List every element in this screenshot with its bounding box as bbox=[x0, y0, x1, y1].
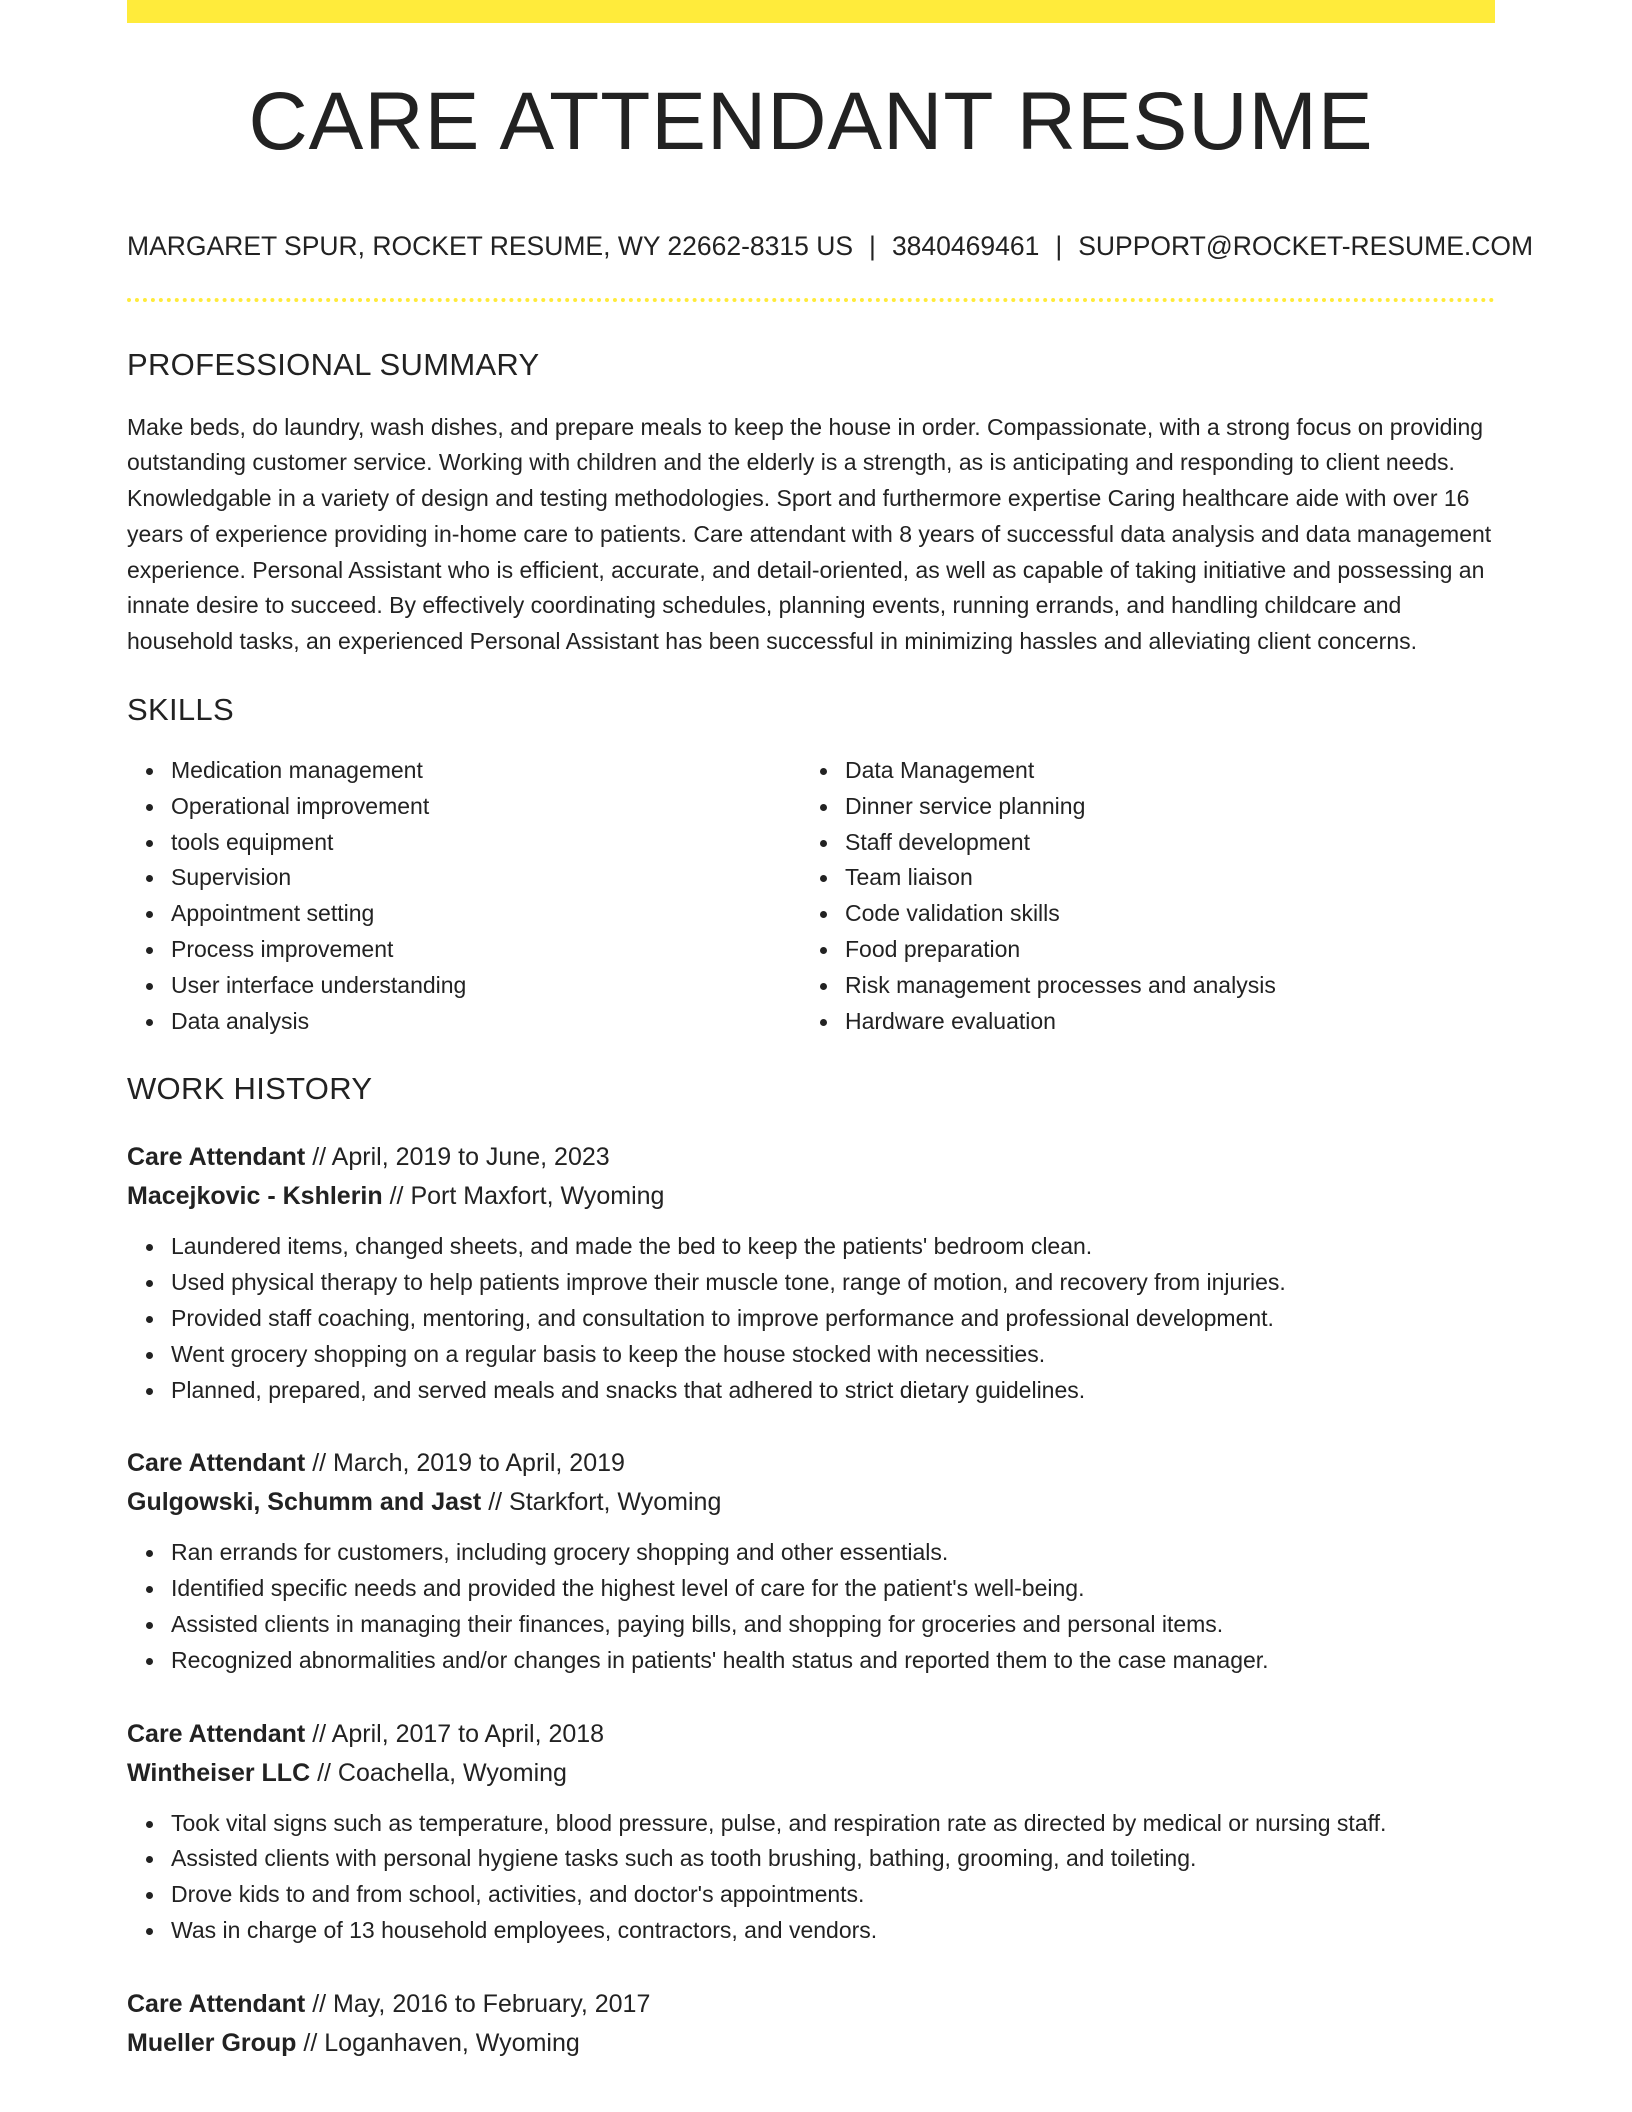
job-title-line bbox=[127, 1985, 1495, 2024]
job-bullet: Was in charge of 13 household employees, contractors, and vendors. bbox=[171, 1913, 1495, 1949]
skills-list-left bbox=[127, 753, 801, 1039]
job-company: Mueller Group bbox=[127, 2028, 297, 2057]
skills-heading: SKILLS bbox=[127, 692, 234, 728]
dotted-divider bbox=[127, 298, 1495, 302]
skill-item: Staff development bbox=[845, 825, 1475, 861]
job-bullet: Ran errands for customers, including grocery shopping and other essentials. bbox=[171, 1535, 1495, 1571]
job-entry bbox=[127, 1444, 1495, 1678]
job-title: Care Attendant bbox=[127, 1449, 306, 1478]
accent-top-bar bbox=[127, 0, 1495, 23]
job-bullet: Used physical therapy to help patients improve their muscle tone, range of motion, and recovery from injuries. bbox=[171, 1265, 1495, 1301]
job-title: Care Attendant bbox=[127, 1989, 306, 2018]
job-title-line bbox=[127, 1138, 1495, 1177]
job-bullet: Took vital signs such as temperature, blood pressure, pulse, and respiration rate as directed by medical or nursing staff. bbox=[171, 1806, 1495, 1842]
job-bullet: Identified specific needs and provided the highest level of care for the patient's well-being. bbox=[171, 1571, 1495, 1607]
resume-page bbox=[127, 0, 1534, 2063]
skill-item: Process improvement bbox=[171, 932, 801, 968]
skill-item: Dinner service planning bbox=[845, 789, 1475, 825]
resume-title: CARE ATTENDANT RESUME bbox=[248, 76, 1374, 167]
job-bullet: Laundered items, changed sheets, and made the bed to keep the patients' bedroom clean. bbox=[171, 1229, 1495, 1265]
job-dates: // April, 2017 to April, 2018 bbox=[312, 1719, 605, 1748]
skill-item: Data analysis bbox=[171, 1004, 801, 1040]
job-location: // Coachella, Wyoming bbox=[317, 1758, 567, 1787]
contact-phone: 3840469461 bbox=[891, 231, 1040, 261]
job-company: Wintheiser LLC bbox=[127, 1758, 311, 1787]
job-dates: // March, 2019 to April, 2019 bbox=[312, 1449, 625, 1478]
skill-item: Code validation skills bbox=[845, 896, 1475, 932]
skills-list-right bbox=[801, 753, 1475, 1039]
job-title: Care Attendant bbox=[127, 1143, 306, 1172]
job-bullet: Recognized abnormalities and/or changes in patients' health status and reported them to the case manager. bbox=[171, 1643, 1495, 1679]
job-bullet: Assisted clients with personal hygiene tasks such as tooth brushing, bathing, grooming, and toileting. bbox=[171, 1841, 1495, 1877]
work-history-heading: WORK HISTORY bbox=[127, 1071, 373, 1107]
job-entry bbox=[127, 1715, 1495, 1949]
summary-heading: PROFESSIONAL SUMMARY bbox=[127, 346, 540, 382]
job-title-line bbox=[127, 1444, 1495, 1483]
job-bullets bbox=[127, 1806, 1495, 1949]
skill-item: Hardware evaluation bbox=[845, 1004, 1475, 1040]
job-bullet: Went grocery shopping on a regular basis to keep the house stocked with necessities. bbox=[171, 1337, 1495, 1373]
skill-item: Data Management bbox=[845, 753, 1475, 789]
job-location: // Starkfort, Wyoming bbox=[488, 1488, 722, 1517]
job-bullet: Planned, prepared, and served meals and snacks that adhered to strict dietary guidelines. bbox=[171, 1373, 1495, 1409]
skill-item: Food preparation bbox=[845, 932, 1475, 968]
job-dates: // April, 2019 to June, 2023 bbox=[312, 1143, 610, 1172]
job-title-line bbox=[127, 1715, 1495, 1754]
skill-item: tools equipment bbox=[171, 825, 801, 861]
job-entry bbox=[127, 1138, 1495, 1408]
job-location: // Loganhaven, Wyoming bbox=[303, 2028, 580, 2057]
contact-separator: | bbox=[869, 231, 876, 261]
skill-item: Supervision bbox=[171, 860, 801, 896]
skill-item: Team liaison bbox=[845, 860, 1475, 896]
job-bullet: Drove kids to and from school, activities, and doctor's appointments. bbox=[171, 1877, 1495, 1913]
skill-item: Risk management processes and analysis bbox=[845, 968, 1475, 1004]
contact-separator: | bbox=[1055, 231, 1063, 261]
job-company: Macejkovic - Kshlerin bbox=[127, 1182, 383, 1211]
job-bullets bbox=[127, 1229, 1495, 1408]
job-company-line bbox=[127, 1483, 1495, 1522]
summary-text: Make beds, do laundry, wash dishes, and prepare meals to keep the house in order. Compassionate, with a strong focus on providing outstanding customer service. Working with children and the elderly is a strength, as is anticipating and responding to client needs. Knowledgable in a variety of design and testing methodologies. Sport and furthermore expertise Caring healthcare aide with over 16 years of experience providing in-home care to patients. Care attendant with 8 years of successful data analysis and data management experience. Personal Assistant who is efficient, accurate, and detail-oriented, as well as capable of taking initiative and possessing an innate desire to succeed. By effectively coordinating schedules, planning events, running errands, and handling childcare and household tasks, an experienced Personal Assistant has been successful in minimizing hassles and alleviating client concerns. bbox=[127, 413, 1492, 655]
skills-grid bbox=[127, 753, 1495, 1039]
contact-email: SUPPORT@ROCKET-RESUME.COM bbox=[1078, 231, 1534, 261]
skill-item: Medication management bbox=[171, 753, 801, 789]
job-company-line bbox=[127, 1754, 1495, 1793]
job-company-line bbox=[127, 1177, 1495, 1216]
job-bullets bbox=[127, 1535, 1495, 1678]
skill-item: Operational improvement bbox=[171, 789, 801, 825]
contact-address: MARGARET SPUR, ROCKET RESUME, WY 22662-8315 US bbox=[127, 231, 854, 261]
contact-line bbox=[127, 231, 1534, 261]
job-location: // Port Maxfort, Wyoming bbox=[389, 1182, 665, 1211]
job-entry bbox=[127, 1985, 1495, 2063]
skill-item: Appointment setting bbox=[171, 896, 801, 932]
job-company-line bbox=[127, 2024, 1495, 2063]
job-title: Care Attendant bbox=[127, 1719, 306, 1748]
job-bullet: Provided staff coaching, mentoring, and consultation to improve performance and professional development. bbox=[171, 1301, 1495, 1337]
job-bullet: Assisted clients in managing their finances, paying bills, and shopping for groceries and personal items. bbox=[171, 1607, 1495, 1643]
job-company: Gulgowski, Schumm and Jast bbox=[127, 1488, 482, 1517]
job-dates: // May, 2016 to February, 2017 bbox=[312, 1989, 651, 2018]
skill-item: User interface understanding bbox=[171, 968, 801, 1004]
